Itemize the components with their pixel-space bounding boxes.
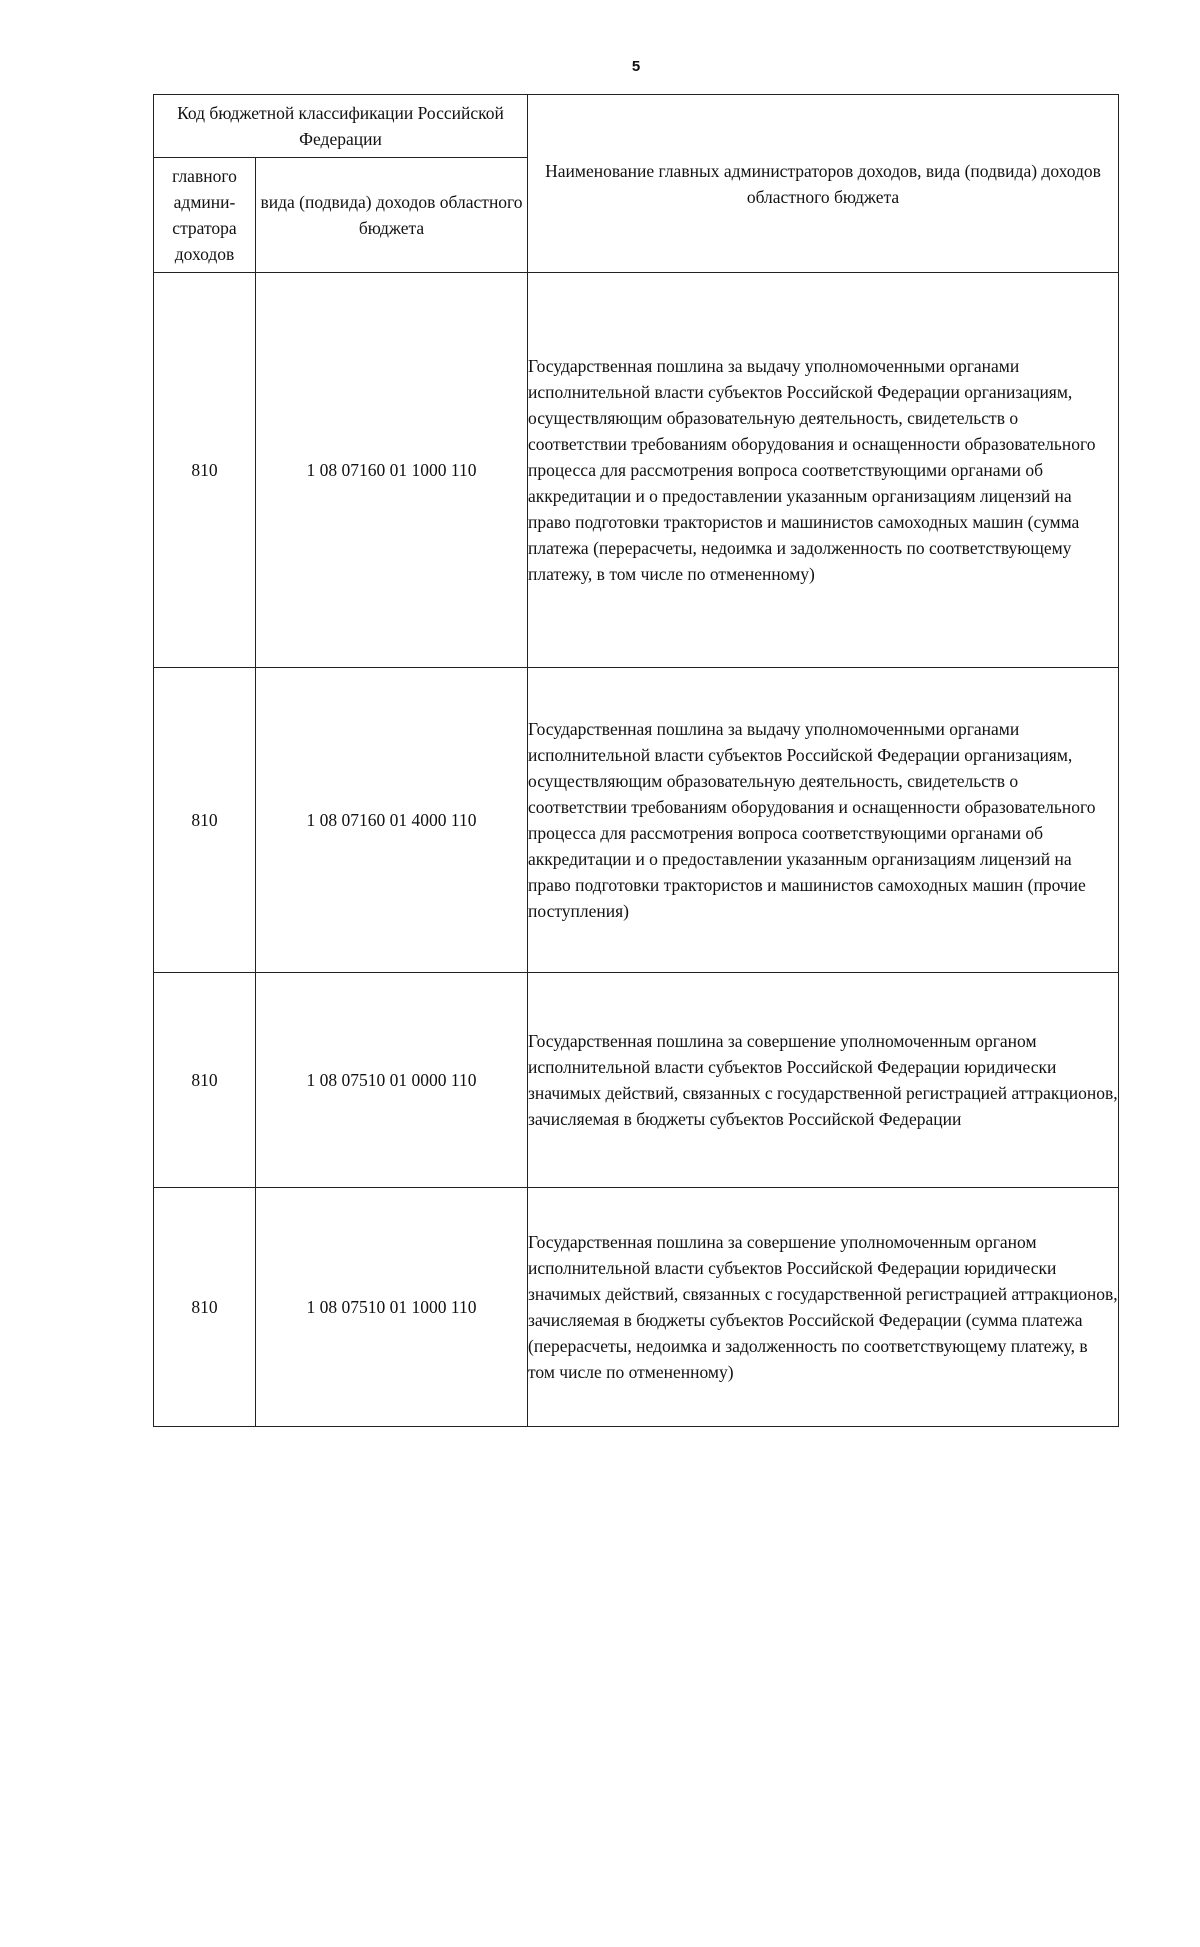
description-cell: Государственная пошлина за выдачу уполномоченными органами исполнительной власти субъектов Российской Федерации организациям, осуществляющим образовательную деятельность, свидетельств о соответствии требованиям оборудования и оснащенности образовательного процесса для рассмотрения вопроса соответствующими органами об аккредитации и о предоставлении указанным организациям лицензий на право подготовки трактористов и машинистов самоходных машин (прочие поступления) [528, 668, 1119, 973]
income-code-cell: 1 08 07510 01 1000 110 [256, 1188, 528, 1427]
header-col-admin: главного админи-стратора доходов [154, 158, 256, 273]
table-row [154, 668, 1119, 973]
header-col-kind: вида (подвида) доходов областного бюджета [256, 158, 528, 273]
admin-code-cell: 810 [154, 668, 256, 973]
table-row [154, 273, 1119, 668]
description-cell: Государственная пошлина за совершение уполномоченным органом исполнительной власти субъектов Российской Федерации юридически значимых действий, связанных с государственной регистрацией аттракционов, зачисляемая в бюджеты субъектов Российской Федерации [528, 973, 1119, 1188]
income-code-cell: 1 08 07160 01 1000 110 [256, 273, 528, 668]
header-group-label: Код бюджетной классификации Российской Федерации [154, 95, 528, 158]
budget-classification-table [153, 94, 1119, 1427]
page-number: 5 [631, 58, 641, 75]
description-cell: Государственная пошлина за совершение уполномоченным органом исполнительной власти субъектов Российской Федерации юридически значимых действий, связанных с государственной регистрацией аттракционов, зачисляемая в бюджеты субъектов Российской Федерации (сумма платежа (перерасчеты, недоимка и задолженность по соответствующему платежу, в том числе по отмененному) [528, 1188, 1119, 1427]
table-row [154, 973, 1119, 1188]
description-cell: Государственная пошлина за выдачу уполномоченными органами исполнительной власти субъектов Российской Федерации организациям, осуществляющим образовательную деятельность, свидетельств о соответствии требованиям оборудования и оснащенности образовательного процесса для рассмотрения вопроса соответствующими органами об аккредитации и о предоставлении указанным организациям лицензий на право подготовки трактористов и машинистов самоходных машин (сумма платежа (перерасчеты, недоимка и задолженность по соответствующему платежу, в том числе по отмененному) [528, 273, 1119, 668]
header-col-name: Наименование главных администраторов доходов, вида (подвида) доходов областного бюджета [528, 95, 1119, 273]
income-code-cell: 1 08 07160 01 4000 110 [256, 668, 528, 973]
admin-code-cell: 810 [154, 273, 256, 668]
admin-code-cell: 810 [154, 973, 256, 1188]
income-code-cell: 1 08 07510 01 0000 110 [256, 973, 528, 1188]
admin-code-cell: 810 [154, 1188, 256, 1427]
table-row [154, 1188, 1119, 1427]
